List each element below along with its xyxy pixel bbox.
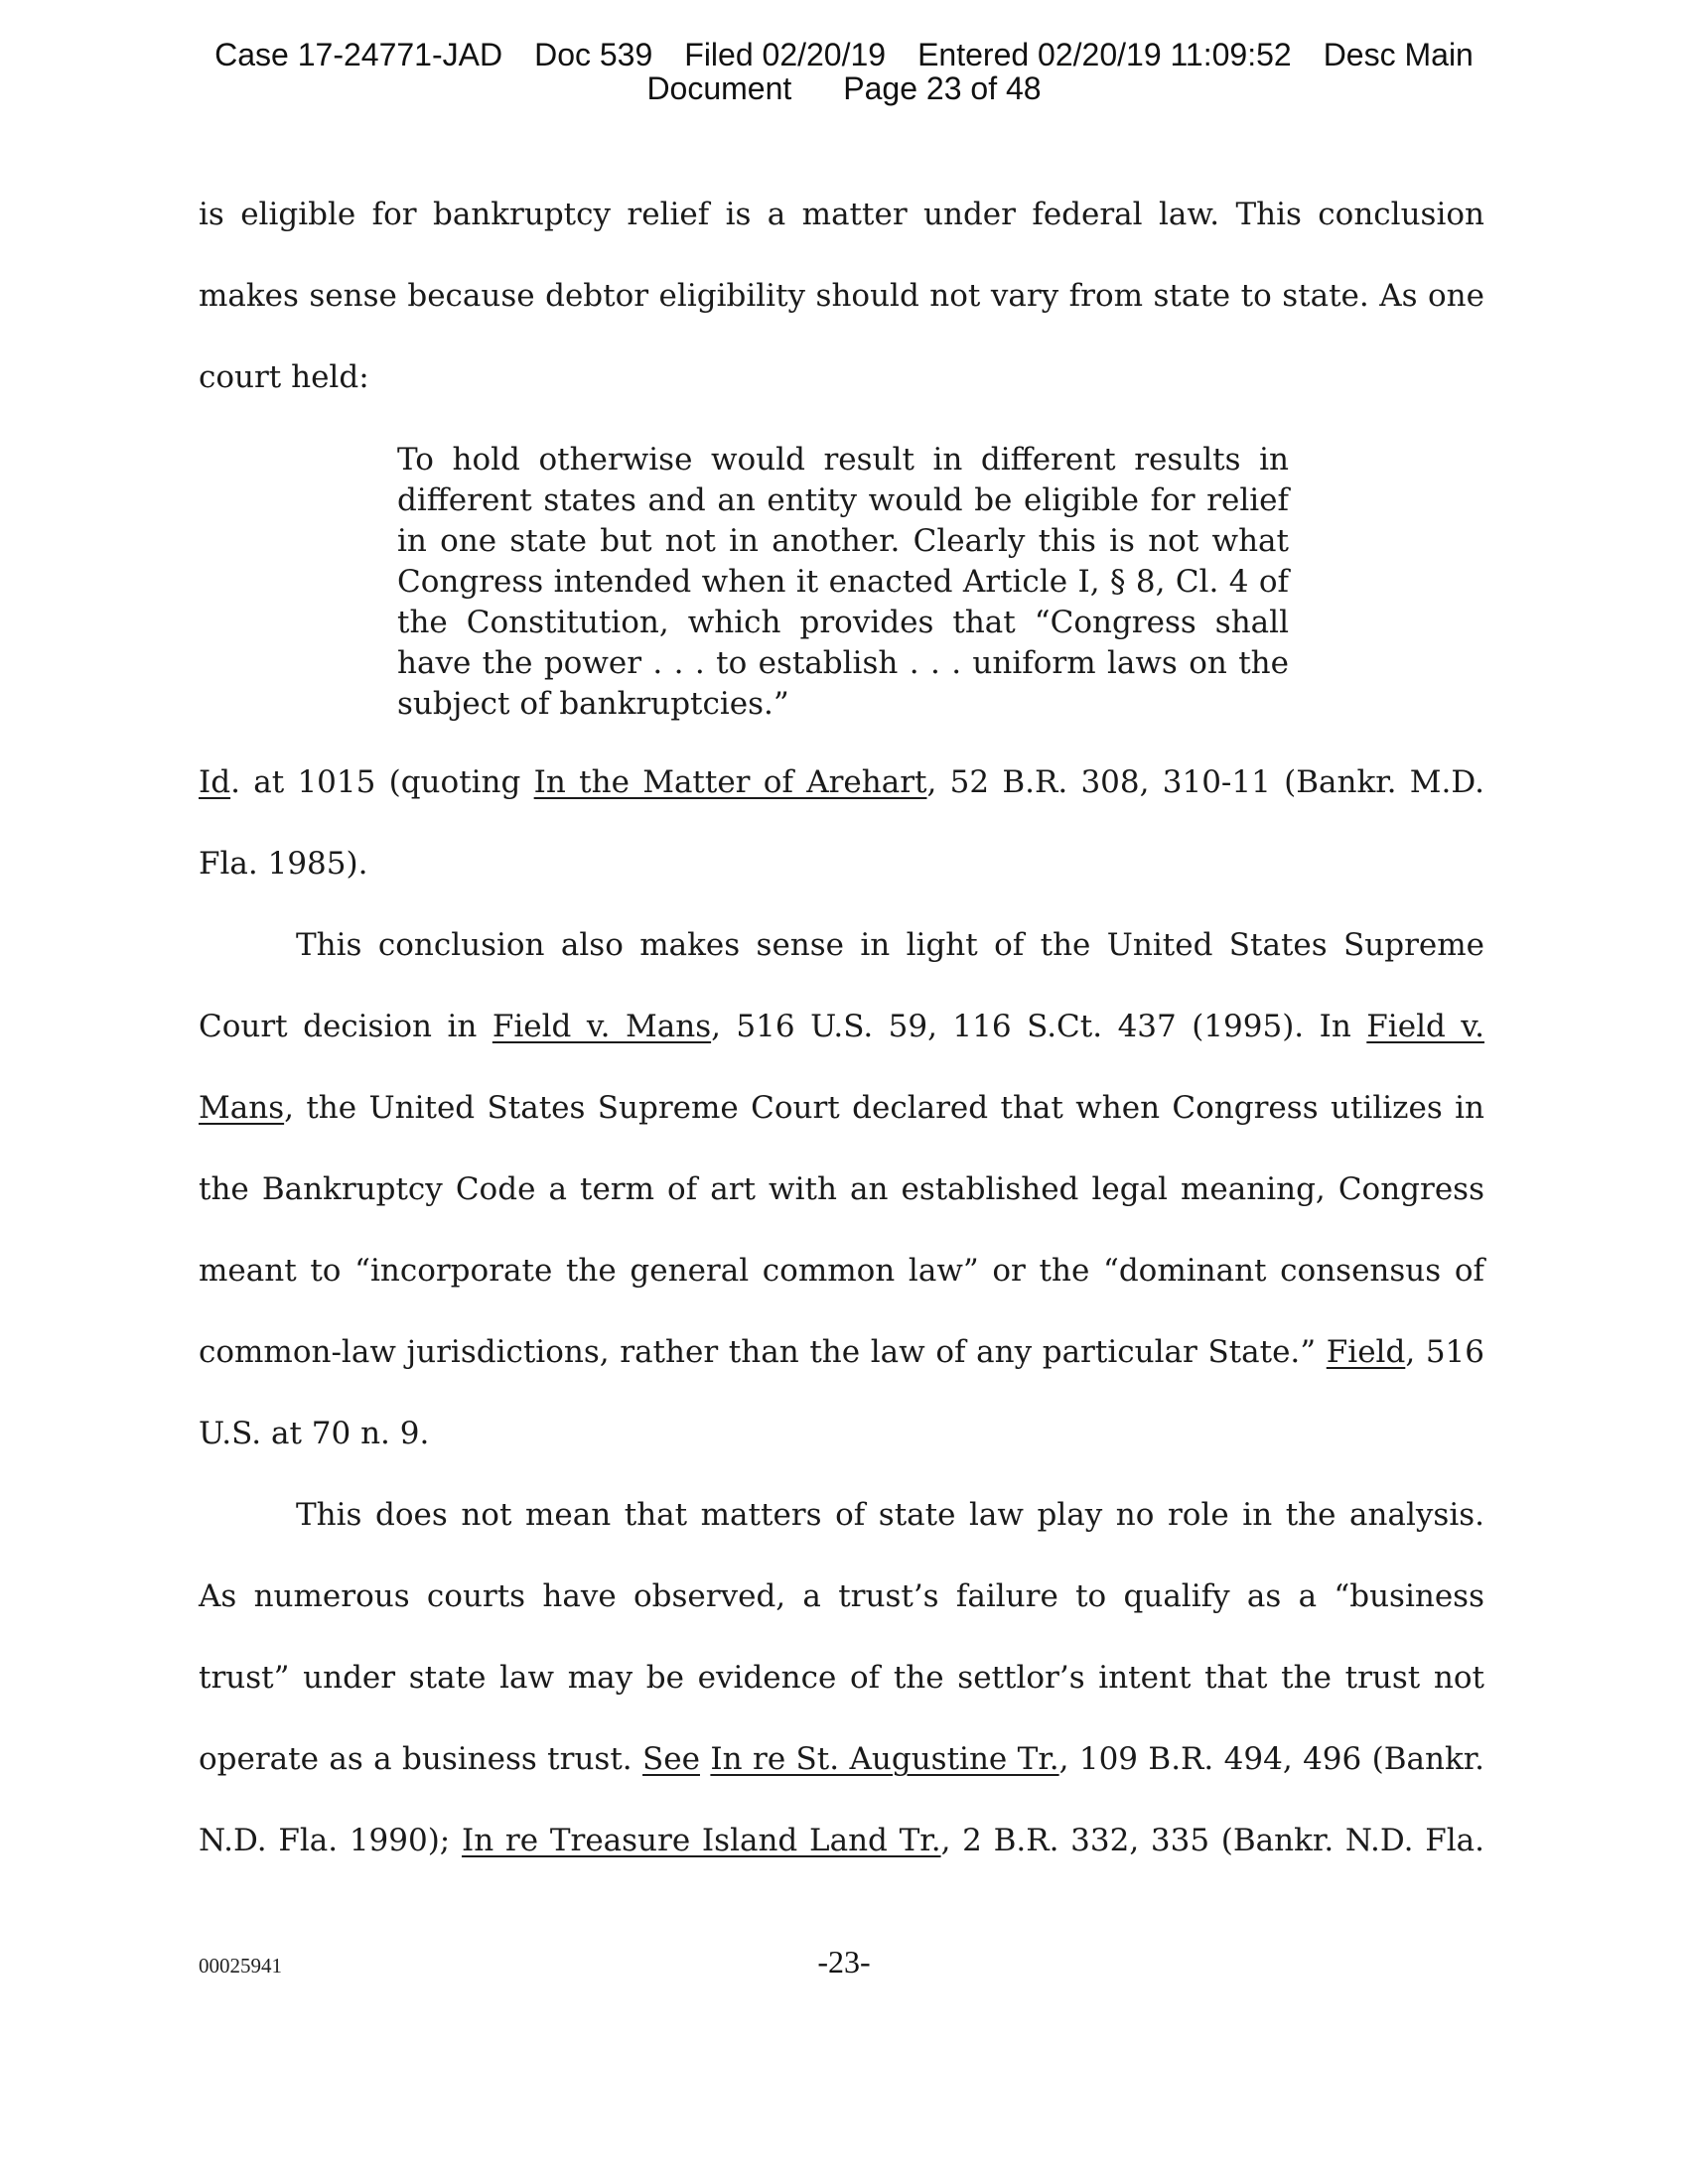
text-line xyxy=(199,1334,1484,1370)
text-span: Court decision in xyxy=(199,1009,492,1044)
text-line: This conclusion also makes sense in light of the United States Supreme xyxy=(296,927,1484,963)
see-signal: See xyxy=(642,1741,700,1777)
filing-header-line-1 xyxy=(0,38,1688,71)
case-name: In re St. Augustine Tr. xyxy=(710,1741,1059,1777)
case-name: Field v. xyxy=(1366,1009,1484,1044)
text-line: the Bankruptcy Code a term of art with an established legal meaning, Congress xyxy=(199,1171,1484,1207)
quote-line: Congress intended when it enacted Article I, § 8, Cl. 4 of xyxy=(397,564,1289,600)
desc-label: Desc Main xyxy=(1323,37,1474,72)
citation-line xyxy=(199,764,1484,800)
text-line: court held: xyxy=(199,359,369,395)
citation-text: . at 1015 (quoting xyxy=(230,764,534,800)
case-number: Case 17-24771-JAD xyxy=(214,37,503,72)
entered-date: Entered 02/20/19 11:09:52 xyxy=(917,37,1292,72)
text-line: meant to “incorporate the general common law” or the “dominant consensus of xyxy=(199,1253,1484,1289)
page-count: Page 23 of 48 xyxy=(843,70,1042,106)
text-span: , 516 xyxy=(1405,1334,1484,1370)
text-line: makes sense because debtor eligibility should not vary from state to state. As one xyxy=(199,278,1484,314)
text-span: , 2 B.R. 332, 335 (Bankr. N.D. Fla. xyxy=(940,1823,1484,1858)
text-line xyxy=(199,1823,1484,1858)
text-line: As numerous courts have observed, a trust’s failure to qualify as a “business xyxy=(199,1578,1484,1614)
quote-line: subject of bankruptcies.” xyxy=(397,686,789,722)
text-line: This does not mean that matters of state law play no role in the analysis. xyxy=(296,1497,1484,1533)
filed-date: Filed 02/20/19 xyxy=(684,37,887,72)
id-citation: Id xyxy=(199,764,231,800)
case-name: In the Matter of Arehart xyxy=(533,764,927,800)
doc-number: Doc 539 xyxy=(534,37,653,72)
case-name: Field xyxy=(1326,1334,1406,1370)
case-name: In re Treasure Island Land Tr. xyxy=(461,1823,941,1858)
text-span: , the United States Supreme Court declared that when Congress utilizes in xyxy=(284,1090,1484,1126)
citation-text: , 52 B.R. 308, 310-11 (Bankr. M.D. xyxy=(926,764,1484,800)
text-line: trust” under state law may be evidence of the settlor’s intent that the trust not xyxy=(199,1660,1484,1696)
filing-header-line-2 xyxy=(0,71,1688,105)
document-id: 00025941 xyxy=(199,1954,282,1978)
quote-line: have the power . . . to establish . . . uniform laws on the xyxy=(397,645,1289,681)
text-line xyxy=(199,1090,1484,1126)
text-line xyxy=(199,1009,1484,1044)
text-line: U.S. at 70 n. 9. xyxy=(199,1416,430,1451)
text-line: is eligible for bankruptcy relief is a matter under federal law. This conclusion xyxy=(199,197,1484,232)
case-name: Field v. Mans xyxy=(492,1009,712,1044)
citation-line: Fla. 1985). xyxy=(199,846,368,882)
text-span xyxy=(700,1741,710,1777)
text-span: operate as a business trust. xyxy=(199,1741,643,1777)
case-name: Mans xyxy=(199,1090,285,1126)
text-span: , 516 U.S. 59, 116 S.Ct. 437 (1995). In xyxy=(711,1009,1367,1044)
quote-line: To hold otherwise would result in different results in xyxy=(397,442,1289,478)
text-line xyxy=(199,1741,1484,1777)
quote-line: different states and an entity would be eligible for relief xyxy=(397,482,1289,518)
text-span: N.D. Fla. 1990); xyxy=(199,1823,462,1858)
text-span: , 109 B.R. 494, 496 (Bankr. xyxy=(1058,1741,1485,1777)
quote-line: in one state but not in another. Clearly this is not what xyxy=(397,523,1289,559)
text-span: common-law jurisdictions, rather than the law of any particular State.” xyxy=(199,1334,1327,1370)
quote-line: the Constitution, which provides that “Congress shall xyxy=(397,605,1289,640)
document-label: Document xyxy=(646,70,792,106)
page-number: -23- xyxy=(817,1944,871,1979)
court-filing-header xyxy=(0,38,1688,105)
